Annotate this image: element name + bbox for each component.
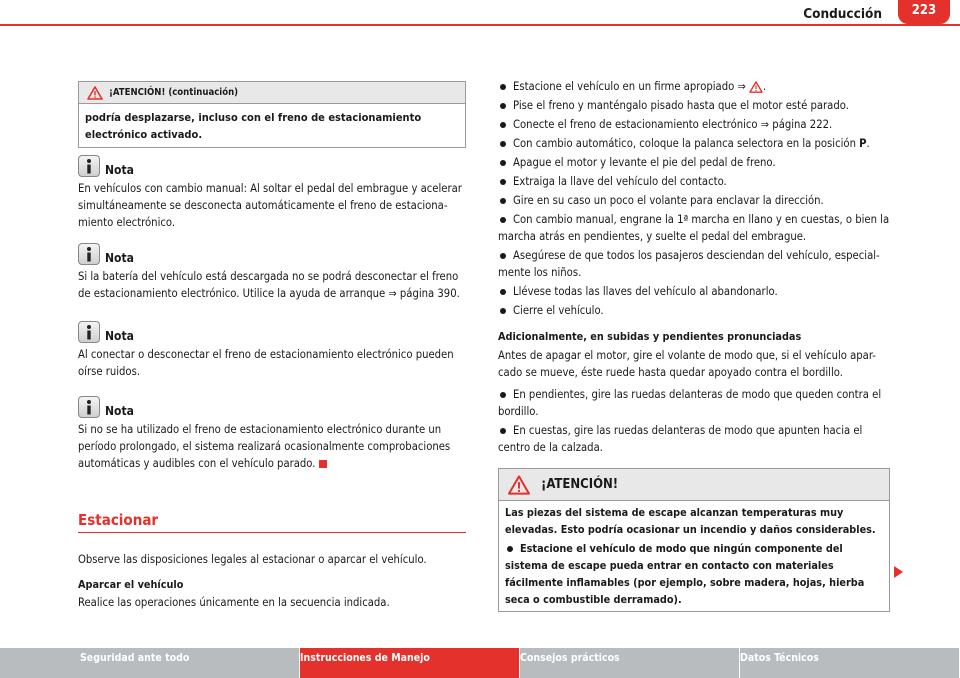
info-icon	[78, 155, 100, 177]
note-title: Nota	[105, 329, 134, 343]
additional-text: Antes de apagar el motor, gire el volante de modo que, si el vehículo apar-cado se mueve, éste ruede hasta quedar apoyado contra el bordillo.	[498, 349, 876, 379]
header-rule	[0, 24, 960, 26]
footer-tab-seguridad[interactable]: Seguridad ante todo	[0, 648, 300, 678]
cross-reference-arrow-icon: ⇒	[760, 118, 770, 131]
list-item: Llévese todas las llaves del vehículo al abandonarlo.	[498, 283, 890, 300]
note-block	[78, 243, 470, 302]
list-item: Con cambio automático, coloque la palanca selectora en la posición P.	[498, 135, 890, 152]
cross-reference-arrow-icon: ⇒	[388, 287, 397, 300]
info-icon	[78, 396, 100, 418]
note-title: Nota	[105, 163, 134, 177]
page-reference[interactable]: página 390.	[399, 287, 460, 300]
note-text: Si la batería del vehículo está descargada no se podrá desconectar el freno de estacionamiento electrónico. Utilice la ayuda de arranque ⇒ página 390.	[78, 270, 460, 300]
list-item: Estacione el vehículo en un firme apropiado ⇒ .	[498, 78, 890, 95]
warning-text: Las piezas del sistema de escape alcanzan temperaturas muy elevadas. Esto podría ocasionar un incendio y daños considerables. Estacione el vehículo de modo que ningún componente del sistema de escape pueda entrar en contacto con materiales fácilmente inflamables (por ejemplo, sobre madera, hojas, hierba seca o combustible derramado).	[505, 506, 876, 606]
warning-triangle-icon	[749, 81, 763, 93]
list-item: Gire en su caso un poco el volante para enclavar la dirección.	[498, 192, 890, 209]
section-intro: Observe las disposiciones legales al estacionar o aparcar el vehículo.	[78, 553, 427, 566]
footer-nav	[0, 648, 960, 678]
section-rule	[78, 532, 466, 533]
warning-continuation-text: podría desplazarse, incluso con el freno de estacionamiento electrónico activado.	[85, 111, 422, 141]
info-icon	[78, 321, 100, 343]
continue-arrow-icon	[894, 566, 903, 578]
subheading: Adicionalmente, en subidas y pendientes pronunciadas	[498, 330, 802, 343]
warning-continuation-header	[79, 82, 465, 104]
warning-triangle-icon	[507, 475, 531, 495]
parking-steps-list	[498, 78, 890, 321]
warning-continuation-title: ¡ATENCIÓN! (continuación)	[109, 87, 239, 98]
section-title: Estacionar	[78, 511, 159, 529]
cross-reference-arrow-icon: ⇒	[737, 80, 746, 93]
note-block	[78, 155, 470, 231]
info-icon	[78, 243, 100, 265]
note-text: En vehículos con cambio manual: Al soltar el pedal del embrague y acelerar simultáneamente se desconecta automáticamente el freno de estaciona-miento electrónico.	[78, 182, 462, 229]
list-item: Extraiga la llave del vehículo del contacto.	[498, 173, 890, 190]
warning-box	[498, 468, 890, 612]
footer-tab-datos[interactable]: Datos Técnicos	[740, 648, 960, 678]
warning-title: ¡ATENCIÓN!	[541, 477, 619, 492]
page-reference[interactable]: página 222.	[772, 118, 833, 131]
note-title: Nota	[105, 251, 134, 265]
note-title: Nota	[105, 404, 134, 418]
list-item: Conecte el freno de estacionamiento electrónico ⇒ página 222.	[498, 116, 890, 133]
note-text: Si no se ha utilizado el freno de estacionamiento electrónico durante un período prolongado, el sistema realizará ocasionalmente comprobaciones automáticas y audibles con el vehículo parado.	[78, 423, 451, 470]
slope-tips-list	[498, 386, 890, 458]
note-text: Al conectar o desconectar el freno de estacionamiento electrónico pueden oírse ruidos.	[78, 348, 454, 378]
running-header-title: Conducción	[803, 6, 882, 22]
end-of-section-marker	[319, 460, 327, 468]
list-item: Asegúrese de que todos los pasajeros desciendan del vehículo, especial-mente los niños.	[498, 249, 880, 279]
list-item: Con cambio manual, engrane la 1ª marcha en llano y en cuestas, o bien la marcha atrás en pendientes, y suelte el pedal del embrague.	[498, 213, 890, 243]
list-item: Pise el freno y manténgalo pisado hasta que el motor esté parado.	[498, 97, 890, 114]
footer-tab-instrucciones[interactable]: Instrucciones de Manejo	[300, 648, 520, 678]
page-number: 223	[898, 0, 950, 24]
list-item: Apague el motor y levante el pie del pedal de freno.	[498, 154, 890, 171]
subheading: Aparcar el vehículo	[78, 578, 184, 591]
list-item: En cuestas, gire las ruedas delanteras de modo que apunten hacia el centro de la calzada.	[498, 424, 863, 454]
note-block	[78, 321, 470, 380]
warning-header	[499, 469, 889, 501]
list-item: Cierre el vehículo.	[498, 302, 890, 319]
subheading-text: Realice las operaciones únicamente en la secuencia indicada.	[78, 596, 390, 609]
list-item: En pendientes, gire las ruedas delanteras de modo que queden contra el bordillo.	[498, 388, 882, 418]
note-block	[78, 396, 470, 472]
footer-tab-consejos[interactable]: Consejos prácticos	[520, 648, 740, 678]
warning-triangle-icon	[87, 86, 103, 100]
warning-continuation-box	[78, 81, 466, 148]
